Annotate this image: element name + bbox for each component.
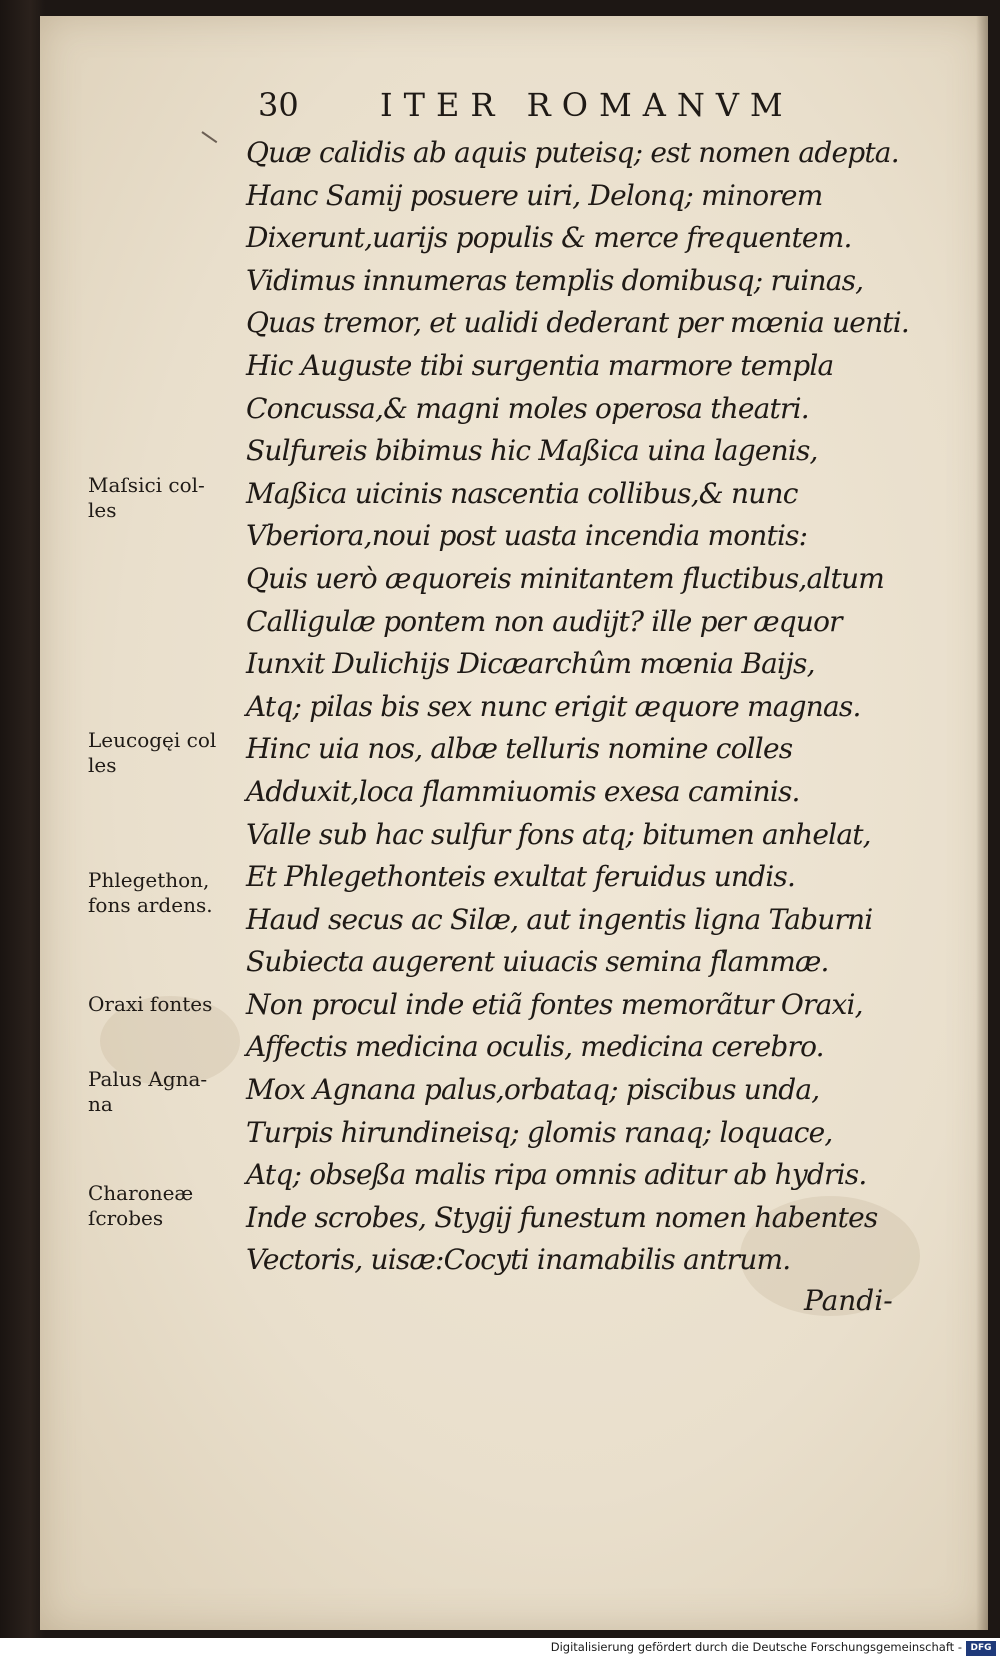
funding-credit: Digitalisierung gefördert durch die Deutsche Forschungsgemeinschaft - [550,1640,962,1654]
marginal-note-masici [88,473,248,523]
marginal-note-phlegethon [88,868,248,918]
running-title: ITER ROMANVM [380,86,794,124]
marginal-note-line: Leucogęi col [88,728,217,752]
marginal-note-leucogei [88,728,248,778]
verse-line: Hanc Samij posuere uiri, Delonq; minorem [246,178,823,212]
verse-line: Atq; obseßa malis ripa omnis aditur ab hydris. [246,1158,867,1192]
verse-line: Quis uerò æquoreis minitantem fluctibus,altum [246,561,884,595]
verse-line: Vidimus innumeras templis domibusq; ruinas, [246,263,864,297]
dfg-logo: DFG [966,1641,996,1656]
page-number: 30 [258,86,299,124]
verse-line: Hic Auguste tibi surgentia marmore templa [246,348,834,382]
catchword: Pandi- [804,1284,893,1317]
verse-line: Affectis medicina oculis, medicina cerebro. [246,1030,824,1064]
verse-line: Vectoris, uisæ:Cocyti inamabilis antrum. [246,1243,791,1277]
verse-line: Hinc uia nos, albæ telluris nomine colles [246,732,793,766]
marginal-note-line: ſcrobes [88,1206,164,1230]
verse-line: Mox Agnana palus,orbataq; piscibus unda, [246,1073,820,1107]
verse-line: Turpis hirundineisq; glomis ranaq; loquace, [246,1115,833,1149]
verse-line: Subiecta augerent uiuacis semina flammæ. [246,945,829,979]
marginal-note-line: Oraxi fontes [88,992,213,1016]
footer-bar [0,1638,1000,1661]
marginal-note-line: na [88,1092,113,1116]
verse-line: Non procul inde etiã fontes memorãtur Oraxi, [246,987,863,1021]
marginal-note-oraxi [88,992,248,1017]
page-edge-shadow [976,16,988,1630]
marginal-note-line: les [88,498,117,522]
verse-line: Maßica uicinis nascentia collibus,& nunc [246,476,798,510]
marginal-note-line: Phlegethon, [88,868,210,892]
verse-line: Concussa,& magni moles operosa theatri. [246,391,809,425]
verse-line: Haud secus ac Silæ, aut ingentis ligna Taburni [246,902,873,936]
marginal-note-charoneae [88,1181,248,1231]
marginal-note-line: fons ardens. [88,893,213,917]
verse-line: Calligulæ pontem non audijt? ille per æquor [246,604,842,638]
page-header [258,78,878,128]
verse-line: Sulfureis bibimus hic Maßica uina lagenis, [246,434,818,468]
marginal-note-line: Palus Agna- [88,1067,208,1091]
verse-line: Quas tremor, et ualidi dederant per mœnia uenti. [246,306,910,340]
verse-line: Iunxit Dulichijs Dicæarchûm mœnia Baijs, [246,647,815,681]
verse-block [246,132,946,1282]
marginal-note-line: Charoneæ [88,1181,194,1205]
marginal-note-line: les [88,753,117,777]
marginal-note-line: Maſsici col- [88,473,205,497]
verse-line: Inde scrobes, Stygij funestum nomen habentes [246,1200,878,1234]
verse-line: Dixerunt,uarijs populis & merce frequentem. [246,221,852,255]
verse-line: Atq; pilas bis sex nunc erigit æquore magnas. [246,689,861,723]
verse-line: Et Phlegethonteis exultat feruidus undis. [246,860,796,894]
verse-line: Vberiora,noui post uasta incendia montis: [246,519,808,553]
verse-line: Adduxit,loca flammiuomis exesa caminis. [246,774,800,808]
verse-line: Quæ calidis ab aquis puteisq; est nomen adepta. [246,136,899,169]
marginal-note-agnana [88,1067,248,1117]
verse-line: Valle sub hac sulfur fons atq; bitumen anhelat, [246,817,871,851]
